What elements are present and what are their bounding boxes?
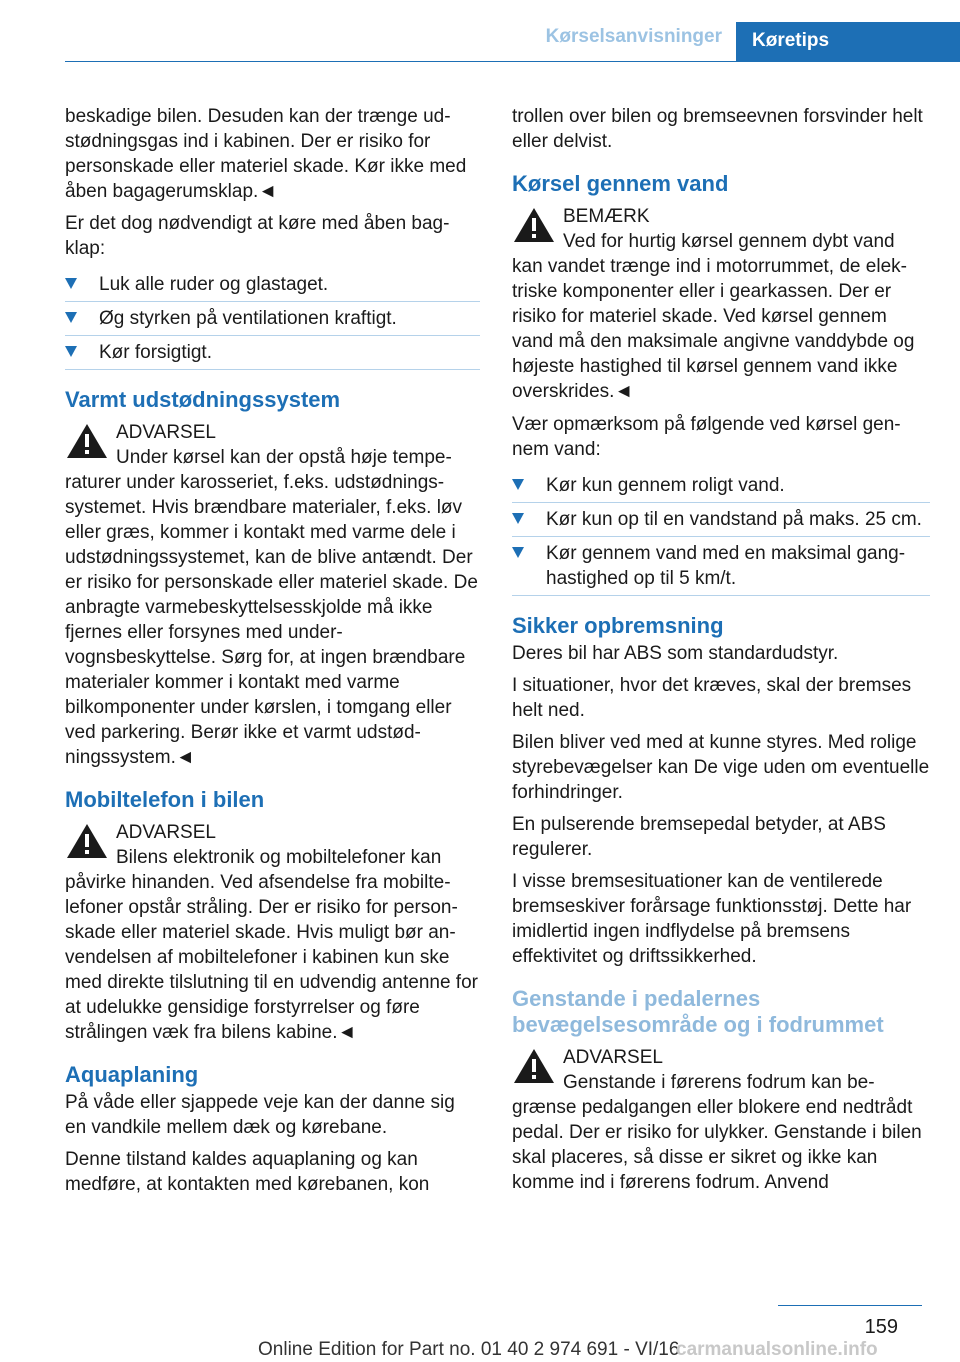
warning-triangle-icon xyxy=(65,822,109,860)
list-item: Kør forsigtigt. xyxy=(65,336,480,370)
warning-label: ADVARSEL xyxy=(116,422,216,443)
warning-block xyxy=(65,420,480,770)
list-item: Øg styrken på ventilationen kraftigt. xyxy=(65,302,480,336)
watermark: carmanualsonline.info xyxy=(676,1339,878,1360)
left-column xyxy=(65,104,480,1204)
warning-triangle-icon xyxy=(512,1047,556,1085)
list-item: Kør gennem vand med en maksimal ganghastighed op til 5 km/t. xyxy=(512,537,930,596)
bullet-triangle-icon xyxy=(65,346,77,357)
warning-block xyxy=(512,1045,930,1195)
list-item: Luk alle ruder og glastaget. xyxy=(65,268,480,302)
paragraph: beskadige bilen. Desuden kan der trænge udstødningsgas ind i kabinen. Der er risiko for personskade eller materiel skade. Kør ikke med åben bagagerumsklap.◄ xyxy=(65,106,467,202)
edition-text: Online Edition for Part no. 01 40 2 974 691 - VI/16 xyxy=(258,1339,680,1360)
header-rule xyxy=(65,61,960,62)
warning-label: ADVARSEL xyxy=(563,1047,663,1068)
paragraph: Er det dog nødvendigt at køre med åben bagklap: xyxy=(65,213,450,259)
bullet-triangle-icon xyxy=(65,312,77,323)
paragraph: I situationer, hvor det kræves, skal der bremses helt ned. xyxy=(512,675,912,721)
section-heading-aquaplaning: Aquaplaning xyxy=(65,1062,199,1087)
notice-block xyxy=(512,204,930,404)
warning-triangle-icon xyxy=(512,206,556,244)
bullet-triangle-icon xyxy=(512,479,524,490)
paragraph: trollen over bilen og bremseevnen forsvinder helt eller delvist. xyxy=(512,106,923,152)
bullet-list xyxy=(512,469,930,596)
page-header xyxy=(0,0,960,62)
list-item: Kør kun op til en vandstand på maks. 25 cm. xyxy=(512,503,930,537)
paragraph: Denne tilstand kaldes aquaplaning og kan medføre, at kontakten med kørebanen, kon xyxy=(65,1149,430,1195)
tab-active-section[interactable]: Køretips xyxy=(736,22,960,62)
paragraph: Deres bil har ABS som standardudstyr. xyxy=(512,643,839,664)
section-heading-phone: Mobiltelefon i bilen xyxy=(65,787,265,812)
right-column xyxy=(512,104,930,1203)
paragraph: En pulserende bremsepedal betyder, at ABS regulerer. xyxy=(512,814,886,860)
page-number: 159 xyxy=(864,1316,898,1338)
section-heading-pedal-area: Genstande i pedalernes bevægelsesområde og i fodrummet xyxy=(512,986,884,1037)
bullet-triangle-icon xyxy=(512,513,524,524)
footer-rule xyxy=(778,1305,922,1306)
paragraph: Vær opmærksom på følgende ved kørsel gennem vand: xyxy=(512,414,901,460)
bullet-triangle-icon xyxy=(512,547,524,558)
bullet-triangle-icon xyxy=(65,278,77,289)
section-heading-water: Kørsel gennem vand xyxy=(512,171,729,196)
bullet-list xyxy=(65,268,480,370)
warning-block xyxy=(65,820,480,1045)
paragraph: På våde eller sjappede veje kan der danne sig en vandkile mellem dæk og kørebane. xyxy=(65,1092,455,1138)
page-footer xyxy=(0,1300,960,1362)
warning-triangle-icon xyxy=(65,422,109,460)
section-heading-braking: Sikker opbremsning xyxy=(512,613,724,638)
section-heading-exhaust: Varmt udstødningssystem xyxy=(65,387,341,412)
paragraph: Bilen bliver ved med at kunne styres. Med rolige styrebevægelser kan De vige uden om eventuelle forhindringer. xyxy=(512,732,930,803)
warning-text: Bilens elektronik og mobiltelefoner kan påvirke hinanden. Ved afsendelse fra mobiltelefoner opstår stråling. Der er risiko for personskade eller materiel skade. Hvis muligt bør anvendelsen af mobiltelefoner i kabinen kun ske med direkte tilslutning til en udvendig antenne for at udelukke gensidige forstyrrelser og føre strålingen væk fra bilens kabine.◄ xyxy=(65,847,478,1043)
warning-label: ADVARSEL xyxy=(116,822,216,843)
list-item: Kør kun gennem roligt vand. xyxy=(512,469,930,503)
paragraph: I visse bremsesituationer kan de ventilerede bremseskiver forårsage funktionsstøj. Dette har imidlertid ingen indflydelse på bremsens effektivitet og driftssikkerhed. xyxy=(512,871,912,967)
notice-label: BEMÆRK xyxy=(563,206,650,227)
notice-text: Ved for hurtig kørsel gennem dybt vand kan vandet trænge ind i motorrummet, de elektriske komponenter eller i gearkassen. Der er risiko for materiel skade. Ved kørsel gennem vand må den maksimale angivne vanddybde og højeste hastighed til kørsel gennem vand ikke overskrides.◄ xyxy=(512,231,915,402)
warning-text: Genstande i førerens fodrum kan begrænse pedalgangen eller blokere end nedtrådt pedal. Der er risiko for ulykker. Genstande i bilen skal placeres, så disse er sikret og ikke kan komme ind i førerens fodrum. Anvend xyxy=(512,1072,922,1193)
breadcrumb-section[interactable]: Kørselsanvisninger xyxy=(545,26,722,47)
warning-text: Under kørsel kan der opstå høje temperaturer under karosseriet, f.eks. udstødningssystemet. Hvis brændbare materialer, f.eks. løv eller græs, kommer i kontakt med varme dele i udstødningssystemet, kan de blive antændt. Der er risiko for personskade eller materiel skade. De anbragte varmebeskyttelsesskjolde må ikke fjernes eller forsynes med undervognsbeskyttelse. Sørg for, at ingen brændbare materialer kommer i kontakt med varme bilkomponenter under kørslen, i tomgang eller ved parkering. Berør ikke et varmt udstødningssystem.◄ xyxy=(65,447,478,768)
